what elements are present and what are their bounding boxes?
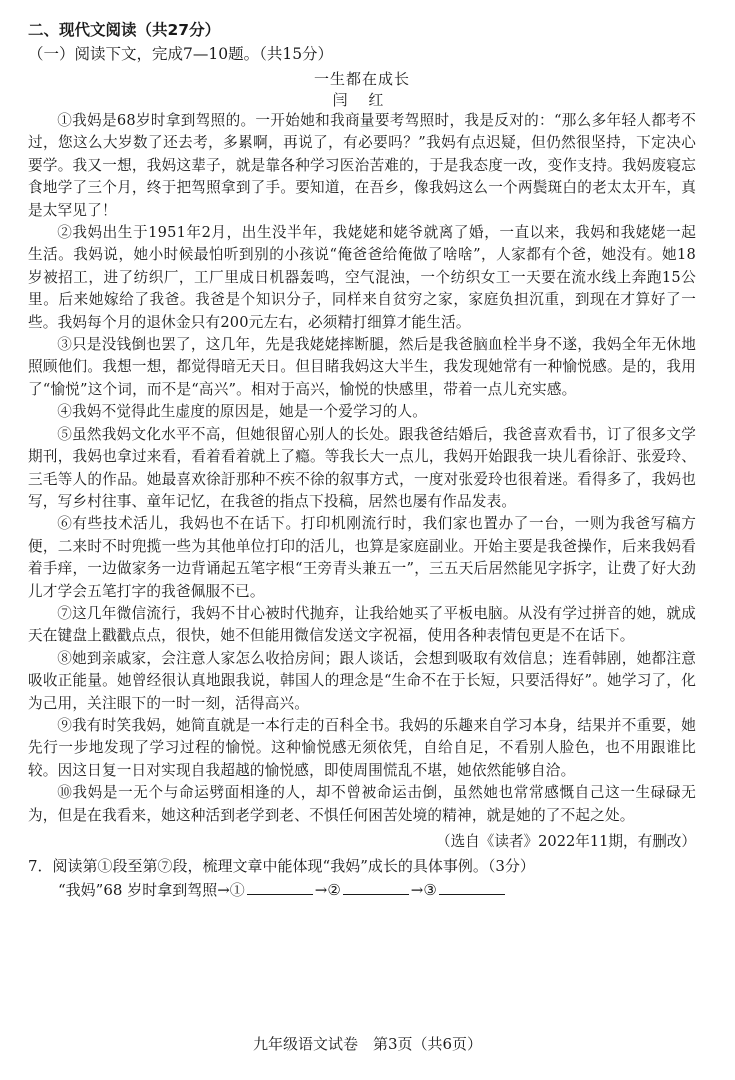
paragraph-4: ④我妈不觉得此生虚度的原因是，她是一个爱学习的人。	[57, 403, 428, 421]
paragraph-7: ⑦这几年微信流行，我妈不甘心被时代抛弃，让我给她买了平板电脑。从没有学过拼音的她，就成天在键盘上戳戳点点，很快，她不但能用微信发送文字祝福，使用各种表情包更是不在话下。	[28, 604, 696, 645]
answer-blank-2[interactable]	[343, 879, 409, 895]
paragraph-3: ③只是没钱倒也罢了，这几年，先是我姥姥摔断腿，然后是我爸脑血栓半身不遂，我妈全年无休地照顾他们。我想一想，都觉得暗无天日。但目睹我妈这大半生，我发现她常有一种愉悦感。是的，我用了“愉悦”这个词，而不是“高兴”。相对于高兴，愉悦的快感里，带着一点儿充实感。	[28, 336, 696, 398]
answer-blank-1[interactable]	[247, 879, 313, 895]
article-source: （选自《读者》2022年11期，有删改）	[435, 833, 696, 850]
answer-prefix: “我妈”68 岁时拿到驾照→①	[58, 881, 245, 899]
part-heading: （一）阅读下文，完成7—10题。（共15分）	[28, 45, 334, 63]
paragraph-5: ⑤虽然我妈文化水平不高，但她很留心别人的长处。跟我爸结婚后，我爸喜欢看书，订了很多文学期刊，我妈也拿过来看，看着看着就上了瘾。等我长大一点儿，我妈开始跟我一块儿看徐訏、张爱玲、三毛等人的作品。她最喜欢徐訏那种不疾不徐的叙事方式，一度对张爱玲也很着迷。看得多了，我妈也写，写乡村往事、童年记忆，在我爸的指点下投稿，居然也屡有作品发表。	[28, 425, 696, 510]
article-author: 闫 红	[332, 91, 392, 109]
exam-page	[28, 18, 696, 902]
paragraph-8: ⑧她到亲戚家，会注意人家怎么收拾房间；跟人谈话，会想到吸取有效信息；连看韩剧，她都注意吸收正能量。她曾经很认真地跟我说，韩国人的理念是“生命不在于长短，只要活得好”。她学习了，化为己用，关注眼下的一时一刻，活得高兴。	[28, 649, 696, 712]
paragraph-6: ⑥有些技术活儿，我妈也不在话下。打印机刚流行时，我们家也置办了一台，一则为我爸写稿方便，二来时不时兜揽一些为其他单位打印的活儿，也算是家庭副业。开始主要是我爸操作，后来我妈看着手痒，一边做家务一边背诵起五笔字根“王旁青头兼五一”，三五天后居然能见字拆字，让费了好大劲儿才学会五笔打字的我爸佩服不已。	[28, 515, 696, 600]
article-body	[28, 110, 696, 827]
question-7: 7．阅读第①段至第⑦段，梳理文章中能体现“我妈”成长的具体事例。（3分）	[28, 857, 535, 875]
answer-arrow-3: →③	[410, 881, 437, 899]
answer-line	[28, 878, 696, 902]
paragraph-10: ⑩我妈是一无个与命运劈面相逢的人，却不曾被命运击倒，虽然她也常常感慨自己这一生碌碌无为，但是在我看来，她这种活到老学到老、不惧任何困苦处境的精神，就是她的了不起之处。	[28, 784, 696, 824]
answer-arrow-2: →②	[314, 881, 341, 899]
section-heading: 二、现代文阅读（共27分）	[28, 21, 221, 39]
answer-blank-3[interactable]	[439, 879, 505, 895]
page-footer: 九年级语文试卷 第3页（共6页）	[252, 1035, 483, 1053]
paragraph-2: ②我妈出生于1951年2月，出生没半年，我姥姥和姥爷就离了婚，一直以来，我妈和我姥姥一起生活。我妈说，她小时候最怕听到别的小孩说“俺爸爸给俺做了啥啥”，人家都有个爸，她没有。她18岁被招工，进了纺织厂，工厂里成日机器轰鸣，空气混浊，一个纺织女工一天要在流水线上奔跑15公里。后来她嫁给了我爸。我爸是个知识分子，同样来自贫穷之家，家庭负担沉重，到现在才算好了一些。我妈每个月的退休金只有200元左右，必须精打细算才能生活。	[28, 224, 696, 331]
paragraph-1: ①我妈是68岁时拿到驾照的。一开始她和我商量要考驾照时，我是反对的：“那么多年轻人都考不过，您这么大岁数了还去考，多累啊，再说了，有必要吗？”我妈有点迟疑，但仍然很坚持，下定决心要学。我又一想，我妈这辈子，就是靠各种学习医治苦难的，于是我态度一改，变作支持。我妈废寝忘食地学了三个月，终于把驾照拿到了手。要知道，在吾乡，像我妈这么一个两鬓斑白的老太太开车，真是太罕见了！	[28, 112, 696, 219]
paragraph-9: ⑨我有时笑我妈，她简直就是一本行走的百科全书。我妈的乐趣来自学习本身，结果并不重要，她先行一步地发现了学习过程的愉悦。这种愉悦感无须依凭，自给自足，不看别人脸色，也不用跟谁比较。因这日复一日对实现自我超越的愉悦感，即使周围慌乱不堪，她依然能够自洽。	[28, 716, 696, 779]
article-title: 一生都在成长	[313, 70, 410, 88]
